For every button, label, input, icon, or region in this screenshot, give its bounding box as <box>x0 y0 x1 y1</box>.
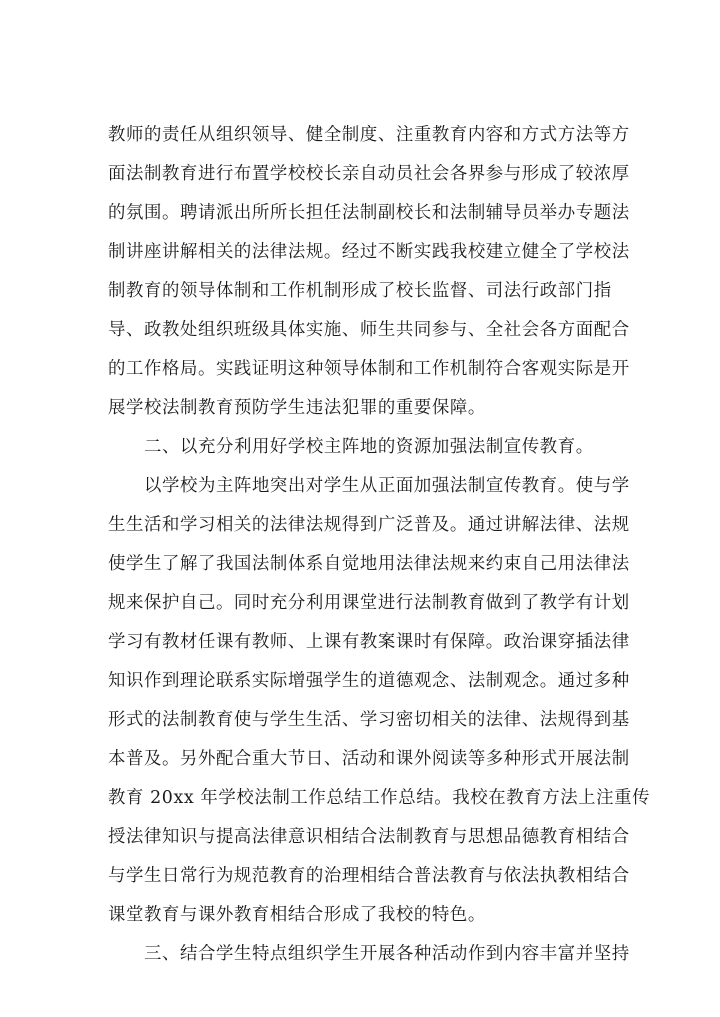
text-line: 学习有教材任课有教师、上课有教案课时有保障。政治课穿插法律 <box>108 632 630 652</box>
section-heading-2: 二、以充分利用好学校主阵地的资源加强法制宣传教育。 <box>144 437 594 457</box>
text-line: 制讲座讲解相关的法律法规。经过不断实践我校建立健全了学校法 <box>108 242 630 262</box>
text-line: 展学校法制教育预防学生违法犯罪的重要保障。 <box>108 398 486 418</box>
text-line: 导、政教处组织班级具体实施、师生共同参与、全社会各方面配合 <box>108 320 630 340</box>
text-line: 使学生了解了我国法制体系自觉地用法律法规来约束自己用法律法 <box>108 554 630 574</box>
paragraph-first-line: 以学校为主阵地突出对学生从正面加强法制宣传教育。使与学 <box>144 476 630 496</box>
text-line: 规来保护自己。同时充分利用课堂进行法制教育做到了教学有计划 <box>108 593 630 613</box>
text-line: 教育 20xx 年学校法制工作总结工作总结。我校在教育方法上注重传 <box>108 788 651 808</box>
text-line: 与学生日常行为规范教育的治理相结合普法教育与依法执教相结合 <box>108 866 630 886</box>
text-line: 知识作到理论联系实际增强学生的道德观念、法制观念。通过多种 <box>108 671 630 691</box>
text-line: 教师的责任从组织领导、健全制度、注重教育内容和方式方法等方 <box>108 125 630 145</box>
text-line: 课堂教育与课外教育相结合形成了我校的特色。 <box>108 905 486 925</box>
text-line: 的工作格局。实践证明这种领导体制和工作机制符合客观实际是开 <box>108 359 630 379</box>
text-line: 授法律知识与提高法律意识相结合法制教育与思想品德教育相结合 <box>108 827 630 847</box>
text-line: 制教育的领导体制和工作机制形成了校长监督、司法行政部门指 <box>108 281 612 301</box>
text-line: 生生活和学习相关的法律法规得到广泛普及。通过讲解法律、法规 <box>108 515 630 535</box>
text-line: 面法制教育进行布置学校校长亲自动员社会各界参与形成了较浓厚 <box>108 164 630 184</box>
text-line: 的氛围。聘请派出所所长担任法制副校长和法制辅导员举办专题法 <box>108 203 630 223</box>
text-line: 本普及。另外配合重大节日、活动和课外阅读等多种形式开展法制 <box>108 749 630 769</box>
section-heading-3: 三、结合学生特点组织学生开展各种活动作到内容丰富并坚持 <box>144 944 630 964</box>
text-line: 形式的法制教育使与学生生活、学习密切相关的法律、法规得到基 <box>108 710 630 730</box>
